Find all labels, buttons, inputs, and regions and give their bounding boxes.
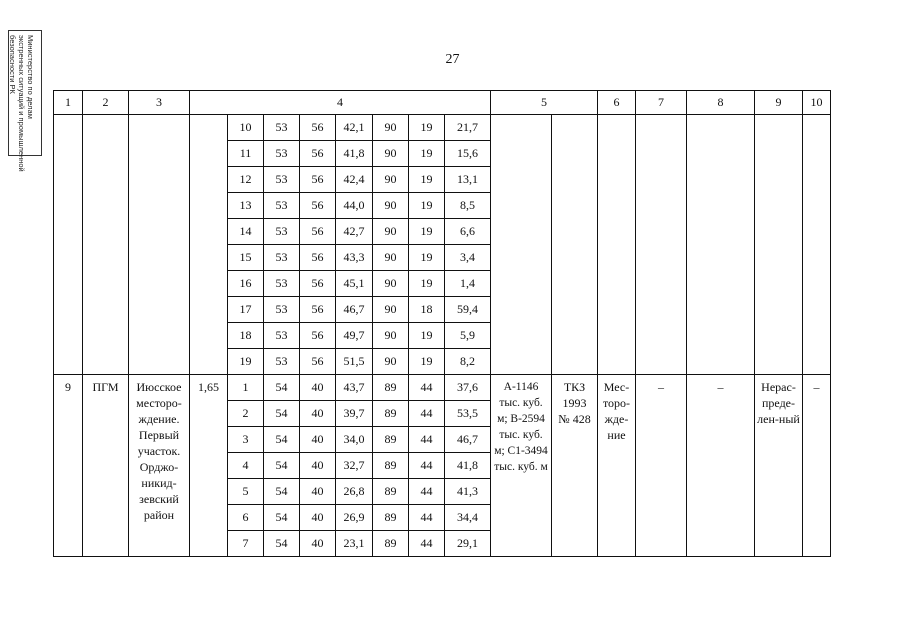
coord-cell: 40 xyxy=(300,505,336,531)
coord-cell: 41,3 xyxy=(445,479,491,505)
col-3-continuation xyxy=(129,115,190,375)
coord-cell: 40 xyxy=(300,427,336,453)
header-cell: 5 xyxy=(491,91,598,115)
table-row xyxy=(54,115,831,141)
coord-cell: 29,1 xyxy=(445,531,491,557)
coord-cell: 5 xyxy=(228,479,264,505)
col-10-value: – xyxy=(803,375,831,557)
coord-cell: 32,7 xyxy=(336,453,373,479)
coord-cell: 90 xyxy=(373,271,409,297)
approval-value: ТКЗ 1993 № 428 xyxy=(552,375,598,557)
coord-cell: 44 xyxy=(409,427,445,453)
coord-cell: 19 xyxy=(409,219,445,245)
coord-cell: 89 xyxy=(373,453,409,479)
header-cell: 9 xyxy=(755,91,803,115)
header-cell: 10 xyxy=(803,91,831,115)
coord-cell: 17 xyxy=(228,297,264,323)
coord-cell: 89 xyxy=(373,531,409,557)
col-7-value: – xyxy=(636,375,687,557)
coord-cell: 46,7 xyxy=(445,427,491,453)
coord-cell: 34,4 xyxy=(445,505,491,531)
stamp-line: безопасности РК xyxy=(8,35,17,94)
coord-cell: 5,9 xyxy=(445,323,491,349)
coord-cell: 44 xyxy=(409,479,445,505)
coord-cell: 54 xyxy=(264,401,300,427)
col-1-continuation xyxy=(54,115,83,375)
coord-cell: 90 xyxy=(373,167,409,193)
coord-cell: 6,6 xyxy=(445,219,491,245)
coord-cell: 90 xyxy=(373,219,409,245)
coord-cell: 56 xyxy=(300,323,336,349)
coord-cell: 3 xyxy=(228,427,264,453)
col-7-continuation xyxy=(636,115,687,375)
coord-cell: 41,8 xyxy=(336,141,373,167)
coord-cell: 44 xyxy=(409,375,445,401)
coord-cell: 54 xyxy=(264,531,300,557)
coord-cell: 19 xyxy=(228,349,264,375)
coord-cell: 40 xyxy=(300,375,336,401)
coord-cell: 53 xyxy=(264,193,300,219)
coord-cell: 21,7 xyxy=(445,115,491,141)
coord-cell: 13,1 xyxy=(445,167,491,193)
coord-cell: 90 xyxy=(373,141,409,167)
coord-cell: 56 xyxy=(300,167,336,193)
header-cell: 2 xyxy=(83,91,129,115)
status-value: Нерас-преде-лен-ный xyxy=(755,375,803,557)
coord-cell: 19 xyxy=(409,141,445,167)
coord-cell: 54 xyxy=(264,427,300,453)
coord-cell: 53 xyxy=(264,115,300,141)
coord-cell: 4 xyxy=(228,453,264,479)
coord-cell: 45,1 xyxy=(336,271,373,297)
coord-cell: 19 xyxy=(409,271,445,297)
coord-cell: 89 xyxy=(373,427,409,453)
coord-cell: 46,7 xyxy=(336,297,373,323)
coord-cell: 89 xyxy=(373,505,409,531)
coord-cell: 53 xyxy=(264,271,300,297)
coord-cell: 13 xyxy=(228,193,264,219)
coord-cell: 54 xyxy=(264,505,300,531)
coord-cell: 1,4 xyxy=(445,271,491,297)
coord-cell: 18 xyxy=(228,323,264,349)
entry-number: 9 xyxy=(54,375,83,557)
coord-cell: 16 xyxy=(228,271,264,297)
coord-cell: 42,7 xyxy=(336,219,373,245)
stamp-line: экстренных ситуаций и промышленной xyxy=(17,35,26,172)
coord-cell: 3,4 xyxy=(445,245,491,271)
data-table xyxy=(53,90,831,557)
coord-cell: 43,7 xyxy=(336,375,373,401)
coord-cell: 1 xyxy=(228,375,264,401)
col-8-value: – xyxy=(687,375,755,557)
coord-cell: 40 xyxy=(300,453,336,479)
col-5a-continuation xyxy=(491,115,552,375)
page-number: 27 xyxy=(445,52,460,67)
coord-cell: 56 xyxy=(300,219,336,245)
coord-cell: 56 xyxy=(300,193,336,219)
coord-cell: 19 xyxy=(409,115,445,141)
header-cell: 3 xyxy=(129,91,190,115)
coord-cell: 40 xyxy=(300,531,336,557)
coord-cell: 59,4 xyxy=(445,297,491,323)
coord-cell: 89 xyxy=(373,479,409,505)
coord-cell: 7 xyxy=(228,531,264,557)
object-type: Мес-торо-жде-ние xyxy=(598,375,636,557)
coord-cell: 53 xyxy=(264,349,300,375)
coord-cell: 49,7 xyxy=(336,323,373,349)
coord-cell: 89 xyxy=(373,375,409,401)
coord-cell: 39,7 xyxy=(336,401,373,427)
coord-cell: 56 xyxy=(300,349,336,375)
coord-cell: 90 xyxy=(373,245,409,271)
coord-cell: 19 xyxy=(409,167,445,193)
coord-cell: 19 xyxy=(409,245,445,271)
coord-cell: 53 xyxy=(264,219,300,245)
coord-cell: 54 xyxy=(264,375,300,401)
coord-cell: 40 xyxy=(300,401,336,427)
coord-cell: 53,5 xyxy=(445,401,491,427)
coord-cell: 44,0 xyxy=(336,193,373,219)
header-cell: 8 xyxy=(687,91,755,115)
reserves-value: А-1146 тыс. куб. м; В-2594 тыс. куб. м; С1-3494 тыс. куб. м xyxy=(491,375,552,557)
coord-cell: 53 xyxy=(264,167,300,193)
coord-cell: 51,5 xyxy=(336,349,373,375)
coord-cell: 53 xyxy=(264,323,300,349)
coord-cell: 44 xyxy=(409,401,445,427)
coord-cell: 14 xyxy=(228,219,264,245)
coord-cell: 56 xyxy=(300,297,336,323)
coord-cell: 44 xyxy=(409,453,445,479)
stamp-line: Министерство по делам xyxy=(26,35,35,119)
coord-cell: 53 xyxy=(264,141,300,167)
coord-cell: 41,8 xyxy=(445,453,491,479)
coord-cell: 11 xyxy=(228,141,264,167)
coord-cell: 34,0 xyxy=(336,427,373,453)
area-value: 1,65 xyxy=(190,375,228,557)
coord-cell: 26,8 xyxy=(336,479,373,505)
coord-cell: 19 xyxy=(409,323,445,349)
coord-cell: 90 xyxy=(373,349,409,375)
coord-cell: 56 xyxy=(300,141,336,167)
coord-cell: 23,1 xyxy=(336,531,373,557)
header-cell: 7 xyxy=(636,91,687,115)
header-cell: 4 xyxy=(190,91,491,115)
coord-cell: 12 xyxy=(228,167,264,193)
deposit-name: Июсское месторо-ждение. Первый участок. Орджо-никид-зевский район xyxy=(129,375,190,557)
coord-cell: 90 xyxy=(373,193,409,219)
area-continuation xyxy=(190,115,228,375)
coord-cell: 15,6 xyxy=(445,141,491,167)
coord-cell: 90 xyxy=(373,297,409,323)
coord-cell: 8,5 xyxy=(445,193,491,219)
col-9-continuation xyxy=(755,115,803,375)
coord-cell: 53 xyxy=(264,297,300,323)
coord-cell: 15 xyxy=(228,245,264,271)
col-6-continuation xyxy=(598,115,636,375)
mineral-type: ПГМ xyxy=(83,375,129,557)
coord-cell: 90 xyxy=(373,115,409,141)
coord-cell: 54 xyxy=(264,453,300,479)
coord-cell: 42,1 xyxy=(336,115,373,141)
coord-cell: 53 xyxy=(264,245,300,271)
coord-cell: 54 xyxy=(264,479,300,505)
coord-cell: 18 xyxy=(409,297,445,323)
coord-cell: 90 xyxy=(373,323,409,349)
coord-cell: 2 xyxy=(228,401,264,427)
coord-cell: 44 xyxy=(409,531,445,557)
coord-cell: 42,4 xyxy=(336,167,373,193)
coord-cell: 19 xyxy=(409,193,445,219)
col-5b-continuation xyxy=(552,115,598,375)
coord-cell: 44 xyxy=(409,505,445,531)
coord-cell: 56 xyxy=(300,245,336,271)
ministry-stamp xyxy=(8,30,42,172)
coord-cell: 43,3 xyxy=(336,245,373,271)
coord-cell: 56 xyxy=(300,271,336,297)
coord-cell: 40 xyxy=(300,479,336,505)
coord-cell: 19 xyxy=(409,349,445,375)
col-10-continuation xyxy=(803,115,831,375)
coord-cell: 6 xyxy=(228,505,264,531)
header-cell: 1 xyxy=(54,91,83,115)
coord-cell: 89 xyxy=(373,401,409,427)
coord-cell: 10 xyxy=(228,115,264,141)
coord-cell: 56 xyxy=(300,115,336,141)
header-row xyxy=(54,91,831,115)
table-row xyxy=(54,375,831,401)
coord-cell: 8,2 xyxy=(445,349,491,375)
coord-cell: 37,6 xyxy=(445,375,491,401)
header-cell: 6 xyxy=(598,91,636,115)
col-2-continuation xyxy=(83,115,129,375)
col-8-continuation xyxy=(687,115,755,375)
coord-cell: 26,9 xyxy=(336,505,373,531)
